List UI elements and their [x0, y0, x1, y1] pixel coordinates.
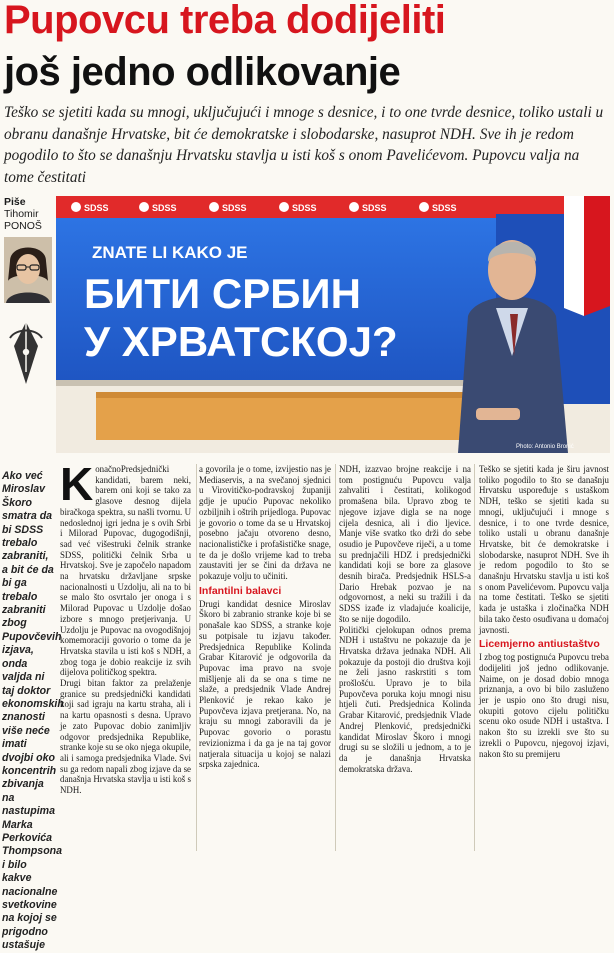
paragraph: onačnoPredsjednički kandidati, barem neki, barem oni koji se tako za glasove desnog dijela biračkoga spektra, su našli tvornu. U nedoslednoj igri jedna je s ovih Srbi i Milorad Pupovac, dugogodišnji, sad već višestruki čelnik stranke SDSS, politički čelnik Srba u Hrvatskoj. Sve je započelo napadom na hrvatsku državljane srpske nacionalnosti u Uzdolju, ali na to bi se malo što osvrtalo jer onoga i s Milorad Pupovac u Uzdolje došao izbore s mnogo pretjerivanja. U Uzdolju je Pupovac na ovogodišnjoj komemoraciji govorio o tome da je Hrvatska stavila u isti koš s NDH, a zbog toga je dobio reakcije iz svih dijelova političkog spektra.	[60, 464, 191, 678]
paragraph: Drugi bitan faktor za prelaženje granice su predsjednički kandidati koji sad igraju na kartu straha, ali i na kartu opasnosti s desna. Upravo je zato Pupovac dobio zanimljiv odgovor predsjednika Republike, stranke koje su se oko njega okupile, ali i samoga predsjednika Vlade. Svi su ga redom napali zbog izjave da se današnja Hrvatska stavlja u isti koš s NDH.	[60, 678, 191, 796]
article-column-4	[479, 464, 609, 851]
paragraph: Drugi kandidat desnice Miroslav Škoro bi zabranio stranke koje bi se ponašale kao SDSS, a strankе koje su potpisale tu izjavu također. Predsjednica Republike Kolinda Grabar Kitarović je odgovorila da Pupovac ima pravo na svoje mišljenje ali da se ona s time ne slaže, a predsjednik Vlade Andrej Plenković je rekao kako je Pupovčeva izjava pretjerana. No, na kraju su mnogi zaboravili da je Pupovac govorio o porastu revizionizma i da ga je na taj govor natjerala situacija u kojoj se nalazi srpska zajednica.	[199, 598, 331, 770]
press-conference-photo	[56, 196, 610, 453]
party-logo-1: SDSS	[84, 203, 109, 213]
drop-cap: K	[60, 458, 94, 510]
article-photo	[56, 196, 610, 453]
paragraph: a govorila je o tome, izvijestio nas je Mediaservis, a na svečanoj sjednici u Virovitičko-podravskoj županiji gdje je upućio Pupovac nekoliko ozbiljnih i oštrih prijedloga. Pupovac je govorio o tome da se u Hrvatskoj posebno jačaju otvoreno desno, nacionalističke i profašističke snage, te da je došlo vrijeme kad to treba zaustaviti jer se čini da država ne pokazuje volju to učiniti.	[199, 464, 331, 582]
paragraph: Teško se sjetiti kada je širu javnost toliko pogodilo to što se današnju Hrvatsku uspoređuje s ustaškom NDH, teško se sjetiti kada su mnogi, uključujući i mnoge s desnice, i to one tvrde desnice, toliko ustali u obranu današnje Hrvatske, bit će demokratske i slobodarske, nasuprot NDH. Sve ih je redom pogodilo to što se današnju Hrvatsku stavlja u isti koš s onom Pavelićevom. Pupovcu valja na tome čestitati. Teško se sjetiti kada je ustaška i zločinačka NDH bila tako često osuđivana u domaćoj javnosti.	[479, 464, 609, 635]
photo-credit: Photo: Antonio Bronić	[516, 444, 574, 450]
article-column-3	[339, 464, 471, 851]
author-byline	[4, 196, 60, 232]
headline-line-1: Pupovcu treba dodijeliti	[4, 0, 446, 42]
portrait-icon	[4, 237, 52, 303]
paragraph: NDH, izazvao brojne reakcije i na tom postignuću Pupovcu valja zahvaliti i čestitati, kolikogod promašena bila. Upravo zbog te njegove izjave digla se na noge cijela desnica, ali i dio ljevice. Manje više svatko tko drži do sebe osudio je Pupovčeve riječi, a u tome su prednjačili HDZ i predsjednički kandidati koji se bore za glasove desnih birača. Predsjednik HSLS-a Dario Hrebak pozvao je na odgovornost, a neki su tražili i da SDSS izađe iz vladajuće koalicije, što se nije dogodilo.	[339, 464, 471, 624]
paragraph: I zbog tog postignuća Pupovcu treba dodijeliti još jedno odlikovanje. Naime, on je dosad dobio mnoga priznanja, a ovo bi bilo zasluženo jer je uspio ono što drugi nisu, okupiti gotovo cijelu političku scenu oko osude NDH i ustaštva. I nakon što su izrekli sve što su izrekli o Pupovcu, njegovoj izjavi, nakon što su premijeru	[479, 652, 609, 759]
banner-main-line-1: БИТИ СРБИН	[84, 270, 361, 317]
party-logo-3: SDSS	[222, 203, 247, 213]
article-column-1	[60, 458, 191, 851]
party-logo-6: SDSS	[432, 203, 457, 213]
subheading: Infantilni balavci	[199, 584, 282, 597]
party-logo-2: SDSS	[152, 203, 177, 213]
banner-main-line-2: У ХРВАТСКОЈ?	[84, 318, 398, 365]
author-portrait	[4, 237, 52, 303]
headline-line-2: još jedno odlikovanje	[4, 50, 401, 94]
paragraph: Politički cjelokupan odnos prema NDH i ustaštvu ne pokazuje da je Hrvatska država jednaka NDH. Ali pokazuje da postoji dio društva koji ne želi jasno raskrstiti s tom prošlošću. Upravo je to bila Pupovčeva poruka koju mnogi nisu htjeli čuti. Predsjednica Kolinda Grabar Kitarović, predsjednik Vlade Andrej Plenković, predsjednički kandidat Miroslav Škoro i mnogi drugi su se složili u jednom, a to je da je današnja Hrvatska demokratska država.	[339, 624, 471, 774]
subheading: Licemjerno antiustaštvo	[479, 638, 600, 651]
author-last-name: PONOŠ	[4, 220, 42, 232]
party-logo-5: SDSS	[362, 203, 387, 213]
article-column-2	[199, 464, 331, 851]
pen-nib-icon	[6, 318, 46, 388]
sidebar-quote: Ako već Miroslav Škoro smatra da bi SDSS trebalo zabraniti, a bit će da bi ga trebalo zabraniti zbog Pupovčevih izjava, onda valjda ni taj doktor ekonomskih znanosti više neće imati dvojbi oko koncentrih zbivanja na nastupima Marka Perkovića Thompsona i bilo kakve nacionalne svetkovine na kojoj se prigodno ustašuje	[2, 470, 64, 952]
party-logo-4: SDSS	[292, 203, 317, 213]
lead-paragraph: Teško se sjetiti kada su mnogi, uključujući i mnoge s desnice, i to one tvrde desnice, toliko ustali u obranu današnje Hrvatske, bit će demokratske i slobodarske, nasuprot NDH. Sve ih je redom pogodilo to što se današnju Hrvatsku stavlja u isti koš s onom Pavelićevom. Pupovcu valja na tome čestitati	[4, 104, 604, 186]
banner-top-text: ZNATE LI KAKO JE	[92, 243, 248, 262]
article-body	[60, 458, 612, 851]
author-label: Piše	[4, 196, 26, 208]
author-first-name: Tihomir	[4, 208, 39, 220]
